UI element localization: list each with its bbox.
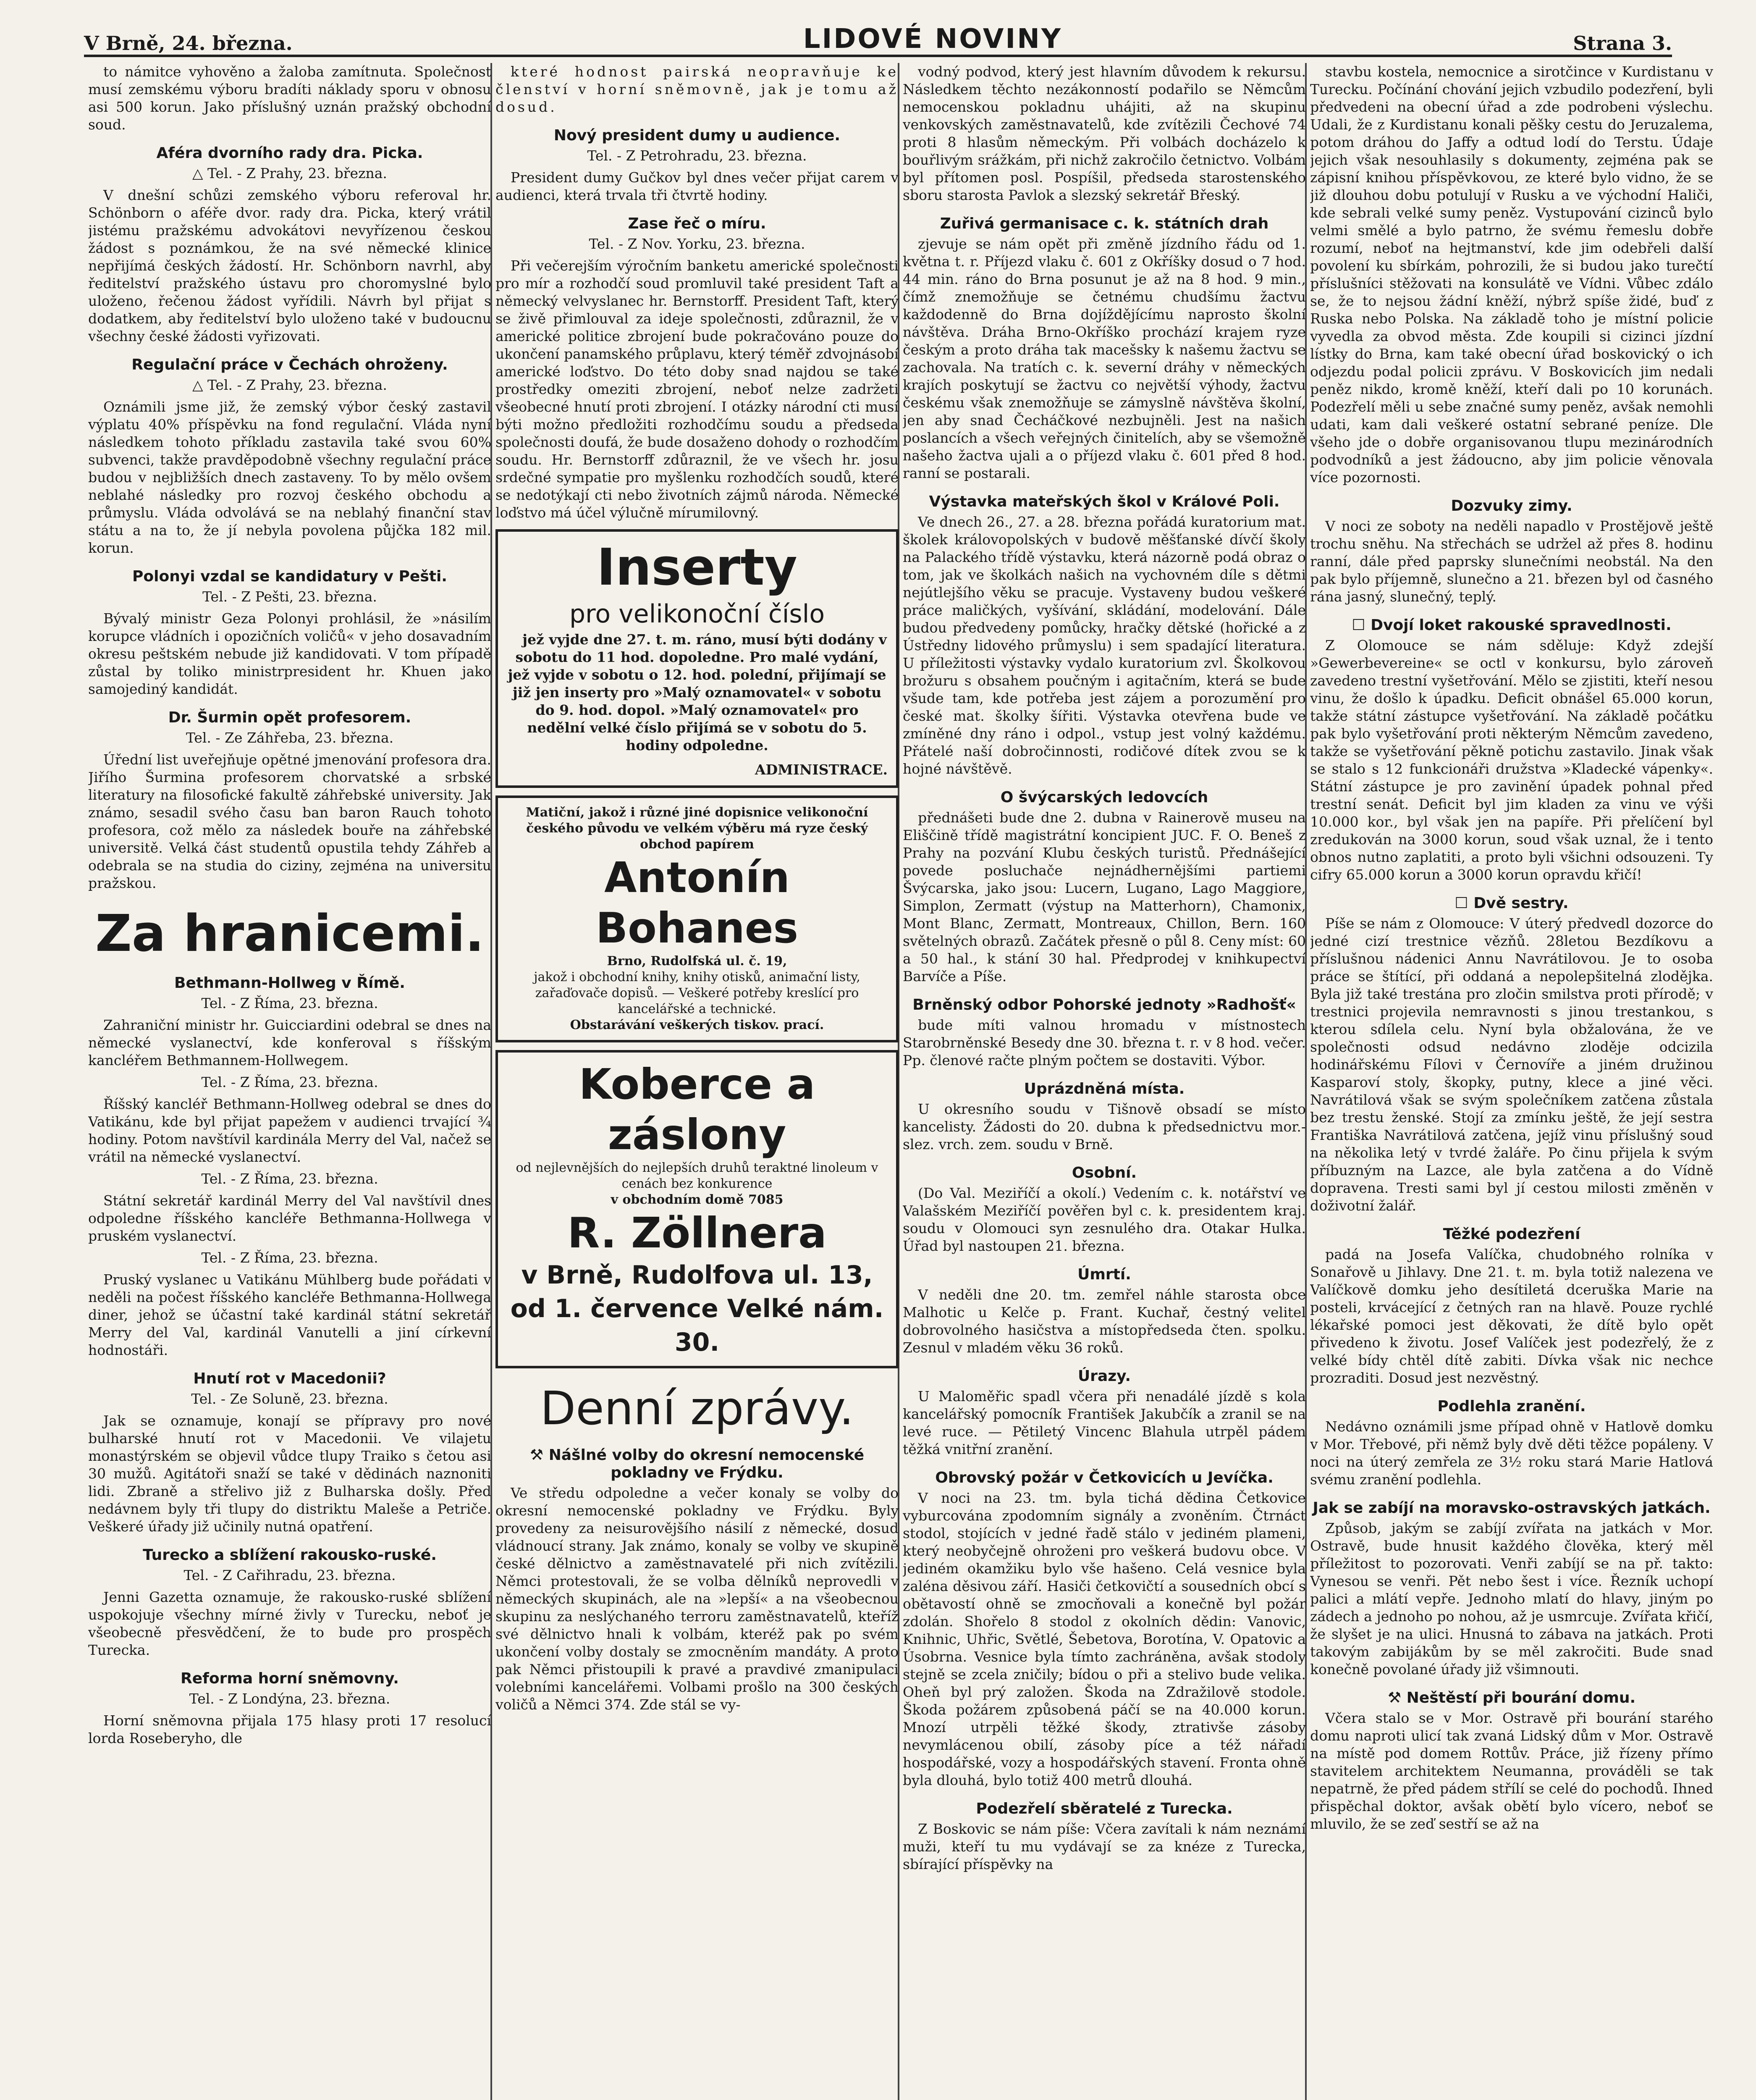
- article-title: Zase řeč o míru.: [628, 215, 766, 232]
- column-2: [495, 63, 899, 2100]
- dateline: △ Tel. - Z Prahy, 23. března.: [192, 377, 387, 393]
- article-title: Podezřelí sběratelé z Turecka.: [976, 1800, 1233, 1817]
- masthead: LIDOVÉ NOVINY: [803, 24, 1063, 55]
- article-body: Bývalý ministr Geza Polonyi prohlásil, že »násilím korupce vládních i opozičních voličů« v jeho dosavadním okresu peštském nebude již kandidovati. V tom případě zůstal by toliko ministrpresident hr. Khuen jako samojediný kandidát.: [88, 610, 491, 697]
- ad-address: Brno, Rudolfská ul. č. 19,: [607, 954, 787, 969]
- article-title: Obrovský požár v Četkovicích u Jevíčka.: [935, 1469, 1274, 1486]
- column-4: [1310, 63, 1713, 2100]
- article-continuation: stavbu kostela, nemocnice a sirotčince v Kurdistanu v Turecku. Počínání chování jejich vzbudilo podezření, byli předvedeni na obecní úřad a zde podrobeni výslechu. Udali, že z Kurdistanu konali pěšky cestu do Jeruzalema, potom dráhou do Jaffy a odtud lodí do Terstu. Údaje jejich však nesouhlasily s dokumenty, zejména pak se zápisní knihou příspěvkovou, ze které bylo vidno, že se již dlouhou dobu potulují v Rusku a ve východní Haliči, kde sebrali velké sumy peněz. Vystupování cizinců bylo velmi smělé a bylo patrno, že svému řemeslu dobře rozumí, neboť na hejtmanství, kde jim odebřeli další povolení ku sbírkám, pohrozili, že si budou jako turečtí příslušníci stěžovati na konsulátě ve Vídni. Vůbec zdálo se, že to nejsou žádní kněží, nýbrž spíše židé, buď z Ruska nebo Polska. Na základě toho je místní policie vyvedla za obvod města. Zde koupili si cizinci jízdní lístky do Brna, kam také obecní úřad boskovický o ich odjezdu podal policii zprávu. V Boskovicích jim nedali peněz nikdo, kromě kněží, kteří dali po 10 korunách. Podezřelí měli u sebe značné sumy peněz, avšak nemohli udati, kam dali veškeré ostatní sebrané peníze. Dle všeho jde o dobře organisovanou tlupu mezinárodních podvodníků a jest žádoucno, aby jim policie věnovala více pozornosti.: [1310, 63, 1713, 486]
- article-body: Úřední list uveřejňuje opětné jmenování profesora dra. Jiřího Šurmina profesorem chorvatské a srbské literatury na filosofické fakultě záhřebské university. Jak známo, sesadil svého času ban baron Rauch tohoto profesora, což mělo za následek bouře na záhřebské universitě. Velká část studentů opustila tehdy Záhřeb a odebrala se na studia do ciziny, zejména na universitu pražskou.: [88, 751, 491, 891]
- dateline: Tel. - Z Londýna, 23. března.: [189, 1690, 391, 1707]
- article-title: Polonyi vzdal se kandidatury v Pešti.: [132, 568, 447, 585]
- article-body: přednášeti bude dne 2. dubna v Rainerově museu na Eliščině třídě magistrátní koncipient JUC. F. O. Beneš z Prahy na pozvání Klubu českých turistů. Přednášející povede posluchače nejnádhernějšími partiemi Švýcarska, jako jsou: Lucern, Lugano, Lago Maggiore, Simplon, Zermatt (výstup na Matterhorn), Chamonix, Mont Blanc, Zermatt, Montreaux, Chillon, Bern. 160 světelných obrazů. Začátek přesně o půl 8. Ceny míst: 60 a 50 hal., k stání 30 hal. Předprodej v knihkupectví Barvíče a Píše.: [903, 809, 1306, 984]
- article-body: Píše se nám z Olomouce: V úterý předvedl dozorce do jedné cizí trestnice vězňů. 28letou Bezdíkovu a příslušnou nádenici Annu Navrátilovou. Je to osoba práce se štítící, při oddaná a nepolepšitelná zlodějka. Byla již také trestána pro zločin smilstva proti přírodě; v trestnici projevila nemravnosti s jinou trestankou, s kterou sdílela celu. Nyní byla obžalována, že ve společnosti odsud nedávno zloděje odcizila hodinářskému Fílovi v Černovíře a jiném družinou Kasparoví stoly, škopky, putny, klece a jiné věci. Navrátilová však se svým společníkem zatčena zůstala bez trestu ženské. Stojí za zmínku ještě, že její sestra Františka Navrátilová zatčena, jejíž vinu příslušný soud na několika letý v tvrdé žaláře. Po činu přijela k svým příbuzným na Lazce, ale byla zatčena a do Vídně dopravena. Tresti sami byl jí cestou milosti změněn v doživotní žalář.: [1310, 915, 1713, 1214]
- article-title: Úrazy.: [1077, 1368, 1131, 1385]
- article-body: Ve středu odpoledne a večer konaly se volby do okresní nemocenské pokladny ve Frýdku. Byly provedeny za neisurovějšího násilí z německé, dosud vládnoucí strany. Jak známo, konaly se volby ve skupině české dělnictvo a zaměstnavatelé při nich zvítězili. Němci protestovali, že se volba dělníků neprovedli v německých skupinách, ale na »lepší« a na všeobecnou skupinu za neslýchaného terroru zaměstnavatelů, kteříž své dělnictvo hnali k volbám, kteréž pak po svém ukončení volby dostaly se zmocněním mandáty. A proto pak Němci přistoupili k pravé a pravdivé zmanipulaci volebními kancelářemi. Volbami prošlo na 300 českých voličů a Němci 374. Zde stál se vy-: [495, 1485, 899, 1713]
- ad-line-text: v obchodním domě: [611, 1192, 744, 1207]
- article-body: Ve dnech 26., 27. a 28. března pořádá kuratorium mat. školek královopolských v budově měšťanské dívčí školy na Palackého třídě výstavku, která názorně podá obraz o tom, jak ve školkách našich na vychovném díle s dětmi nejútlejšího věku se pracuje. Vystaveny budou veškeré práce maličkých, vyšívání, skládání, modelování. Dále budou předvedeny pomůcky, hračky dětské (hořické a z Ústředny lidového průmyslu) i sem spadající literatura. U příležitosti výstavky vydalo kuratorium zvl. Školkovou brožuru s obsahem poučným i agitačním, která se bude všude tam, kde potřeba jest zájem a porozumění pro české mat. školky šířiti. Výstavka otevřena bude ve zmíněné dny ráno i odpol., vstup jest volný každému. Přátelé naší dobročinnosti, rodičové dítek zvou se k hojné návštěvě.: [903, 514, 1306, 777]
- ad-line: od 1. července Velké nám. 30.: [510, 1294, 884, 1357]
- article-continuation: to námitce vyhověno a žaloba zamítnuta. Společnost musí zemskému výboru bradíti náklady sporu v obnosu asi 500 korun. Jako příslušný uznán pražský obchodní soud.: [88, 63, 491, 133]
- advertisement-zollner: [495, 1050, 899, 1368]
- ad-line: od nejlevnějších do nejlepších druhů teraktné linoleum v cenách bez konkurence: [516, 1160, 878, 1191]
- page-header: [84, 17, 1672, 57]
- article-body: Pruský vyslanec u Vatikánu Mühlberg bude pořádati v neděli na počest říšského kancléře Bethmanna-Hollwega diner, jehož se účastní také kardinál státní sekretář Merry del Val, kardinál Vanutelli a jiní církevní hodnostáři.: [88, 1271, 491, 1358]
- article-body: Nedávno oznámili jsme případ ohně v Hatlově domku v Mor. Třebové, při němž byly dvě děti těžce popáleny. V noci na úterý zemřela ze 3½ roku stará Marie Hatlová svému zranění podlehla.: [1310, 1418, 1713, 1488]
- article-body: Jenni Gazetta oznamuje, že rakousko-ruské sblížení uspokojuje všechny mírné živly v Turecku, neboť je všeobecně přesvědčení, že to bude pro prospěch Turecka.: [88, 1589, 491, 1658]
- article-body: padá na Josefa Valíčka, chudobného rolníka v Sonařově u Jihlavy. Dne 21. t. m. byla totiž nalezena ve Valíčkově domku jeho desítiletá dceruška Marie na posteli, krvácející z četných ran na hlavě. Pouze rychlé lékařské pomoci jest děkovati, že dítě bylo opět přivedeno k životu. Josef Valíček jest podezřelý, že z velké bídy chtěl dítě zabiti. Dívka však nic nechce prozraditi. Dosud jest nezvěstný.: [1310, 1246, 1713, 1386]
- article-body: Horní sněmovna přijala 175 hlasy proti 17 resolucí lorda Roseberyho, dle: [88, 1712, 491, 1746]
- article-title: Úmrtí.: [1077, 1266, 1131, 1283]
- ad-bottom-text: Obstarávání veškerých tiskov. prací.: [570, 1018, 824, 1032]
- article-body: Jak se oznamuje, konají se přípravy pro nové bulharské hnutí rot v Macedonii. Ve vilajetu monastýrském se objevil vůdce tlupy Traiko s četou asi 30 mužů. Agitátoři snaží se také v dědinách naznoniti lidi. Zbraně a střelivo již z Bulharska došly. Před nedávnem byly tři tlupy do distriktu Maleše a Petriče. Veškeré úřady již učinily nutná opatření.: [88, 1412, 491, 1535]
- article-title: ☐ Dvě sestry.: [1455, 895, 1569, 912]
- article-continuation: které hodnost pairská neopravňuje ke členství v horní sněmovně, jak je tomu až dosud.: [495, 63, 899, 115]
- article-body: Zahraniční ministr hr. Guicciardini odebral se dnes na německé vyslanectví, kde konferoval s říšským kancléřem Bethmannem-Hollwegem.: [88, 1017, 491, 1068]
- article-body: President dumy Gučkov byl dnes večer přijat carem v audienci, která trvala tři čtvrtě hodiny.: [495, 169, 899, 203]
- article-continuation: vodný podvod, který jest hlavním důvodem k rekursu. Následkem těchto nezákonností podařilo se Němcům nemocenskou pokladnu uhájiti, až na skupinu venkovských zaměstnavatelů, kde zvítězili Čechové 74 proti 8 hlasům německým. Při volbách docházelo k bouřlivým srážkám, při nichž zakročilo četnictvo. Volbám byl přítomen posl. Pospíšil, předseda starostenského sboru starosta Pavlok a slezský sekretář Břeský.: [903, 63, 1306, 203]
- article-title: Aféra dvorního rady dra. Picka.: [156, 144, 423, 162]
- article-title: Regulační práce v Čechách ohroženy.: [131, 356, 448, 373]
- article-title: Výstavka mateřských škol v Králové Poli.: [929, 493, 1280, 510]
- article-body: Včera stalo se v Mor. Ostravě při bourání starého domu naproti ulicí tak zvaná Lidský dům v Mor. Ostravě na místě pod domem Rottův. Práce, již řízeny přímo stavitelem architektem Neumanna, prováděli se tak nepatrně, že před pádem střílí se celé do pochodů. Ihned přispěchal doktor, avšak obětí bylo vícero, neboť se mluvilo, že se zeď sestří se až na: [1310, 1710, 1713, 1832]
- article-title: ⚒ Neštěstí při bourání domu.: [1387, 1689, 1636, 1706]
- article-title: Brněnský odbor Pohorské jednoty »Radhošť«: [912, 996, 1296, 1013]
- dateline: Tel. - Z Říma, 23. března.: [201, 1171, 378, 1187]
- article-body: (Do Val. Meziříčí a okolí.) Vedením c. k. notářství ve Valašském Meziříčí pověřen byl c. k. presidentem kraj. soudu v Olomouci syn zesnulého dra. Otakar Hulka. Úřad byl nastoupen 21. března.: [903, 1185, 1306, 1254]
- dateline: Tel. - Z Pešti, 23. března.: [202, 588, 377, 605]
- article-title: Nový president dumy u audience.: [553, 127, 841, 144]
- header-date: V Brně, 24. března.: [84, 32, 293, 55]
- article-body: zjevuje se nám opět při změně jízdního řádu od 1. května t. r. Příjezd vlaku č. 601 z Okříšky dosud o 7 hod. 44 min. ráno do Brna posunut je až na 8 hod. 9 min., čímž znemožňuje se četnému chudšímu žactvu každodenně do Brna dojíždějícímu naprosto školní návštěva. Dráha Brno-Okříško prochází krajem ryze českým a proto dráha tak macešsky k našemu žactvu se zachovala. Na tratích c. k. severní dráhy v německých krajích poskytují se žactvu co největší výhody, žactvu českému však znemožňuje se zámyslně návštěva školní, jen aby snad Čecháčkové nezbujněli. Jest na našich poslancích a všech veřejných činitelích, aby se všemožně našeho žactva ujali a o příjezd vlaku č. 601 před 8 hod. ranní se postarali.: [903, 236, 1306, 481]
- article-body: Státní sekretář kardinál Merry del Val navštívil dnes odpoledne říšského kancléře Bethmanna-Hollwega v pruském vyslanectví.: [88, 1192, 491, 1244]
- article-body: V neděli dne 20. tm. zemřel náhle starosta obce Malhotic u Kelče p. Frant. Kuchař, čestný velitel dobrovolného hasičstva a místopředseda čten. spolku. Zesnul v mladém věku 36 roků.: [903, 1286, 1306, 1356]
- article-title: O švýcarských ledovcích: [1000, 789, 1208, 806]
- ad-text: jakož i obchodní knihy, knihy otisků, animační listy, zařaďovače dopisů. — Veškeré potřeby kreslící pro kancelářské a technické.: [534, 970, 860, 1016]
- ad-title: Inserty: [597, 538, 797, 597]
- dateline: Tel. - Z Říma, 23. března.: [201, 1250, 378, 1266]
- article-title: Reforma horní sněmovny.: [181, 1670, 399, 1687]
- dateline: Tel. - Ze Soluně, 23. března.: [191, 1391, 388, 1407]
- section-title: Denní zprávy.: [540, 1381, 854, 1435]
- article-title: Zuřivá germanisace c. k. státních drah: [940, 215, 1269, 232]
- article-title: Bethmann-Hollweg v Římě.: [174, 974, 405, 992]
- article-body: Říšský kancléř Bethmann-Hollweg odebral se dnes do Vatikánu, kde byl přijat papežem v audienci trvající ¾ hodiny. Potom navštívil kardinála Merry del Val, načež se vrátil na německé vyslanectví.: [88, 1096, 491, 1165]
- column-1: [88, 63, 491, 2100]
- article-title: Uprázdněná místa.: [1024, 1080, 1185, 1097]
- ad-subtitle: pro velikonoční číslo: [569, 599, 825, 629]
- article-body: Při večerejším výročním banketu americké společnosti pro mír a rozhodčí soud promluvil také president Taft a německý velvyslanec hr. Bernstorff. President Taft, který se živě přimlouval za ideje společnosti, zdůraznil, že v americké politice zbrojení bude pokračováno pouze do ukončení panamského průplavu, který téměř zdvojnásobí americké loďstvo. Do této doby snad najdou se také prostředky omeziti zbrojení, neboť nelze zadržeti všeobecné hnutí proti zbrojení. I otázky národní cti musí býti možno předložiti rozhodčímu soudu a předseda společnosti doufá, že bude dosaženo dohody o rozhodčím soudu. Hr. Bernstorff zdůraznil, že ve všech hr. josu srdečné sympatie pro myšlenku rozhodčích soudů, které se nedotýkají cti nebo životních zájmů národa. Německé loďstvo má účel výlučně mírumilovný.: [495, 257, 899, 521]
- article-title: Podlehla zranění.: [1437, 1398, 1586, 1415]
- ad-top-text: Matiční, jakož i různé jiné dopisnice velikonoční českého původu ve velkém výběru má ryze český obchod papírem: [526, 805, 868, 852]
- article-title: ⚒ Nášlné volby do okresní nemocenské pokladny ve Frýdku.: [529, 1446, 865, 1481]
- article-body: Způsob, jakým se zabíjí zvířata na jatkách v Mor. Ostravě, bude hnusit každého člověka, který měl příležitost to pozorovati. Venři zabíjí se na př. takto: Vynesou se venři. Pět nebo šest i více. Řezník uchopí palici a mlátí vepře. Jednoho mlatí do hlavy, jiným po zádech a jednoho po nohou, až je usmrcuje. Zvířata křičí, že slyšet je na ulici. Hnusná to zábava na jatkách. Proti takovým zabijákům by se měl zakročiti. Bude snad konečně povolané úřady již všimnouti.: [1310, 1520, 1713, 1677]
- article-body: U okresního soudu v Tišnově obsadí se místo kancelisty. Žádosti do 20. dubna k předsednictvu mor.-slez. vrch. zem. soudu v Brně.: [903, 1101, 1306, 1152]
- article-title: Dozvuky zimy.: [1451, 497, 1573, 514]
- ad-address: v Brně, Rudolfova ul. 13,: [521, 1260, 873, 1290]
- article-title: Osobní.: [1072, 1164, 1137, 1181]
- header-page-number: Strana 3.: [1573, 32, 1672, 55]
- column-3: [903, 63, 1306, 2100]
- ad-text: jež vyjde dne 27. t. m. ráno, musí býti dodány v sobotu do 11 hod. dopoledne. Pro malé vydání, jež vyjde v sobotu o 12. hod. polední, přijímají se již jen inserty pro »Malý oznamovatel« v sobotu do 9. hod. dopol. »Malý oznamovatel« pro nedělní velké číslo přijímá se v sobotu do 5. hodiny odpoledne.: [508, 631, 887, 753]
- article-body: V noci ze soboty na neděli napadlo v Prostějově ještě trochu sněhu. Na střechách se udržel až přes 8. hodinu ranní, dále před paprsky slunečními neobstál. Na den pak bylo příjemně, slunečno a 21. březen byl od časného rána jasný, slunečný, teplý.: [1310, 518, 1713, 605]
- article-body: Oznámili jsme již, že zemský výbor český zastavil výplatu 40% příspěvku na fond regulační. Vláda nyní následkem tohoto příkladu zastavila také svou 60% subvenci, takže pravděpodobně všechny regulační práce budou v nejbližších dnech zastaveny. To by mělo ovšem neblahé následky pro rozvoj českého obchodu a průmyslu. Vláda odvolává se na neblahý finanční stav státu a na to, že jí nebyla povolena půjčka 182 mil. korun.: [88, 399, 491, 556]
- article-body: V dnešní schůzi zemského výboru referoval hr. Schönborn o aféře dvor. rady dra. Picka, který vrátil jistému pražskému advokátovi nevyřízenou českou žádost s poznámkou, že na své německé klinice nepřijímá českých žádostí. Hr. Schönborn navrhl, aby ředitelství pražského ústavu pro choromyslné bylo uloženo, řečenou žádost vyřídili. Návrh byl přijat s dodatkem, aby ředitelství bylo uloženo také v budoucnu všechny české žádosti vyřizovati.: [88, 187, 491, 344]
- advertisement-bohanes: [495, 795, 899, 1042]
- article-body: bude míti valnou hromadu v místnostech Starobrněnské Besedy dne 30. března t. r. v 8 hod. večer. Pp. členové račte plným počtem se dostaviti. Výbor.: [903, 1017, 1306, 1068]
- advertisement-inserty: [495, 529, 899, 788]
- dateline: Tel. - Z Petrohradu, 23. března.: [587, 147, 807, 164]
- article-title: Dr. Šurmin opět profesorem.: [168, 709, 411, 726]
- section-title: Za hranicemi.: [95, 905, 485, 963]
- article-title: ☐ Dvojí loket rakouské spravedlnosti.: [1352, 617, 1672, 634]
- dateline: Tel. - Z Říma, 23. března.: [201, 1074, 378, 1090]
- ad-company-name: Antonín Bohanes: [595, 853, 799, 953]
- ad-code: 7085: [748, 1192, 784, 1207]
- ad-line: [506, 1192, 888, 1208]
- dateline: △ Tel. - Z Prahy, 23. března.: [192, 165, 387, 181]
- ad-company-name: R. Zöllnera: [567, 1208, 827, 1257]
- article-title: Jak se zabíjí na moravsko-ostravských jatkách.: [1313, 1499, 1711, 1517]
- article-body: Z Olomouce se nám sděluje: Když zdejší »Gewerbevereine« se octl v konkursu, bylo zároveň zavedeno trestní vyšetřování. Mělo se zjistiti, kteří nesou vinu, že došlo k úpadku. Deficit obnášel 65.000 korun, takže státní zástupce vyšetřování. Na základě počátku pak bylo vyšetřování proti některým Němcům zavedeno, takže se vyšetřování pěkně potichu zastavilo. Jinak však se stalo s 12 funkcionáři družstva »Kladecké vápenky«. Státní zástupce je pro zavinění úpadek pohnal před trestní senát. Deficit byl jim kladen za vinu ve výši 10.000 kor., byl však jen na papíře. Při přelíčení byl zredukován na 3000 korun, soud však uznal, že i tento obnos nutno zaplatiti, a proto byli všichni odsouzeni. Ty cifry 65.000 korun a 3000 korun opravdu křičí!: [1310, 637, 1713, 883]
- ad-signature: ADMINISTRACE.: [755, 761, 888, 778]
- dateline: Tel. - Z Nov. Yorku, 23. března.: [589, 236, 805, 252]
- dateline: Tel. - Ze Záhřeba, 23. března.: [186, 730, 394, 746]
- article-body: U Maloměřic spadl včera při nenadálé jízdě s kola kancelářský pomocník František Jakubčík a zranil se na levé ruce. — Pětiletý Vincenc Blahula utrpěl pádem těžká vnitřní zranění.: [903, 1388, 1306, 1457]
- article-title: Turecko a sblížení rakousko-ruské.: [143, 1546, 437, 1564]
- dateline: Tel. - Z Cařihradu, 23. března.: [183, 1567, 396, 1583]
- article-title: Těžké podezření: [1443, 1226, 1580, 1243]
- article-body: V noci na 23. tm. byla tichá dědina Četkovice vyburcována zpodomním signály a zvoněním. Čtrnáct stodol, stojících v jedné řadě stálo v jediném plameni, který neobyčejně ohroženi pro veškerá budovu obce. V jediném okamžiku bylo vše hašeno. Celá vesnice byla zaléna děsivou září. Hasiči četkovičtí a sousedních obcí s obětavostí ohně se zmocňovali a konečně byl požár zdolán. Shořelo 8 stodol z okolních dědin: Vanovic, Knihnic, Uhřic, Světlé, Šebetova, Borotína, V. Opatovic a Úsobrna. Vesnice byla tímto zachráněna, avšak stodoly stejně se zcela zničily; bídou o při a stelivo bude velika. Oheň byl prý založen. Škoda na Zdražilově stodole. Škoda požárem způsobená páčí se na 40.000 korun. Mnozí utrpěli těžké škody, ztrativše zásoby nevymlácenou obilí, zásoby píce a též nářadí hospodářské, vozy a hospodářských stavení. Fronta ohně byla dlouhá, bylo totiž 400 metrů dlouhá.: [903, 1490, 1306, 1788]
- ad-title: Koberce a záslony: [579, 1060, 815, 1159]
- article-body: Z Boskovic se nám píše: Včera zavítali k nám neznámí muži, kteří tu mu vydávají se za knéze z Turecka, sbírající příspěvky na: [903, 1821, 1306, 1872]
- article-title: Hnutí rot v Macedonii?: [193, 1370, 386, 1387]
- dateline: Tel. - Z Říma, 23. března.: [201, 995, 378, 1011]
